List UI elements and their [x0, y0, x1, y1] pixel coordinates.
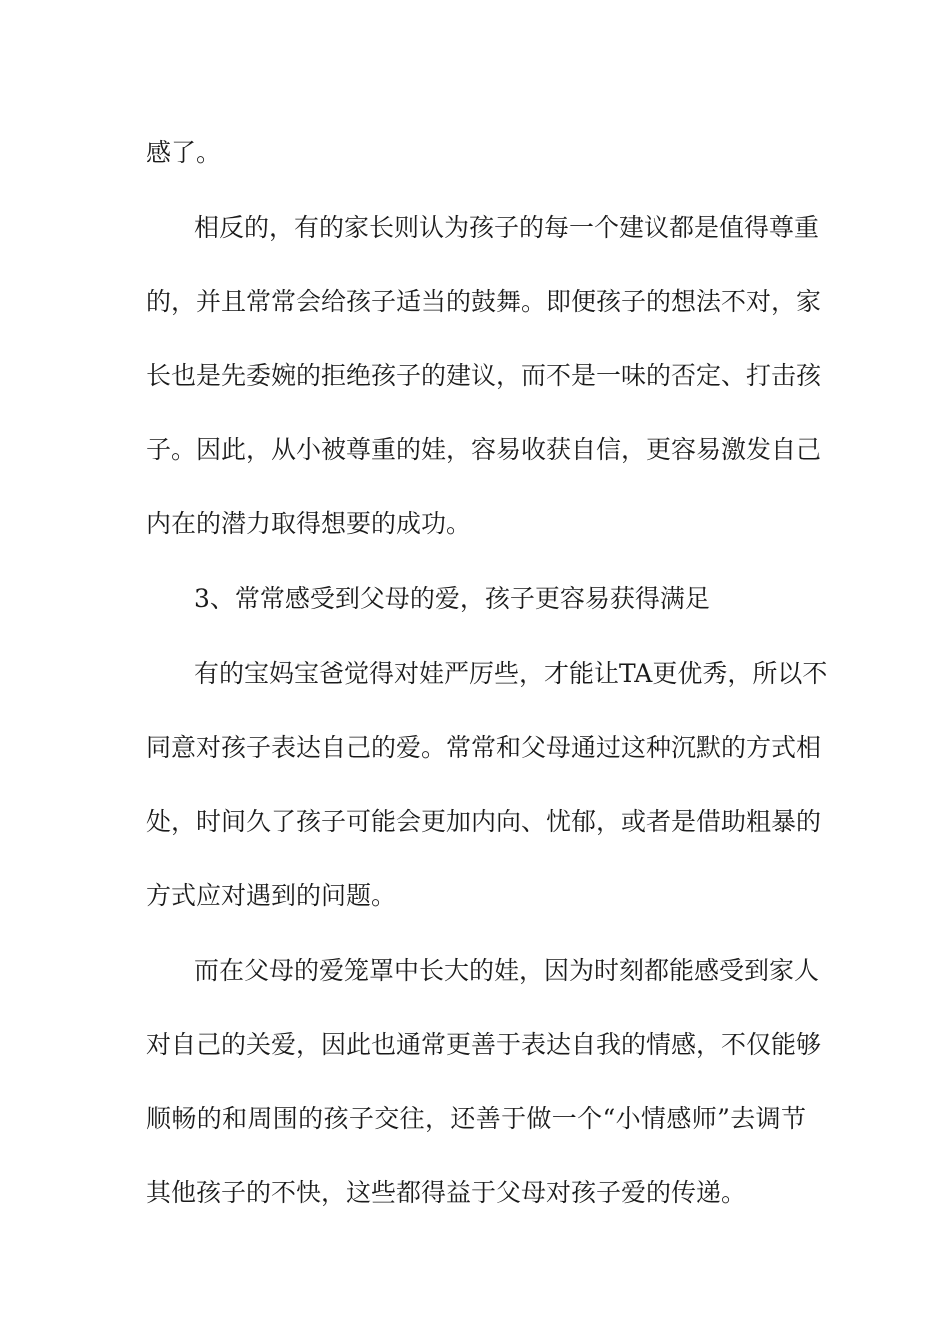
text-line: 相反的，有的家长则认为孩子的每一个建议都是值得尊重	[194, 213, 820, 242]
text-line: 同意对孩子表达自己的爱。常常和父母通过这种沉默的方式相	[146, 733, 822, 762]
text-line: 有的宝妈宝爸觉得对娃严厉些，才能让TA更优秀，所以不	[194, 659, 828, 688]
text-line: 子。因此，从小被尊重的娃，容易收获自信，更容易激发自己	[146, 435, 822, 464]
text-line: 的，并且常常会给孩子适当的鼓舞。即便孩子的想法不对，家	[146, 287, 822, 316]
text-line: 感了。	[146, 138, 222, 167]
text-line: 其他孩子的不快，这些都得益于父母对孩子爱的传递。	[146, 1178, 747, 1207]
text-line: 长也是先委婉的拒绝孩子的建议，而不是一味的否定、打击孩	[146, 361, 822, 390]
text-line: 顺畅的和周围的孩子交往，还善于做一个“小情感师”去调节	[146, 1104, 806, 1133]
text-line: 而在父母的爱笼罩中长大的娃，因为时刻都能感受到家人	[194, 956, 820, 985]
section-heading: 3、常常感受到父母的爱，孩子更容易获得满足	[194, 584, 710, 613]
text-line: 方式应对遇到的问题。	[146, 881, 397, 910]
text-line: 处，时间久了孩子可能会更加内向、忧郁，或者是借助粗暴的	[146, 807, 822, 836]
text-line: 内在的潜力取得想要的成功。	[146, 509, 472, 538]
text-line: 对自己的关爱，因此也通常更善于表达自我的情感，不仅能够	[146, 1030, 822, 1059]
